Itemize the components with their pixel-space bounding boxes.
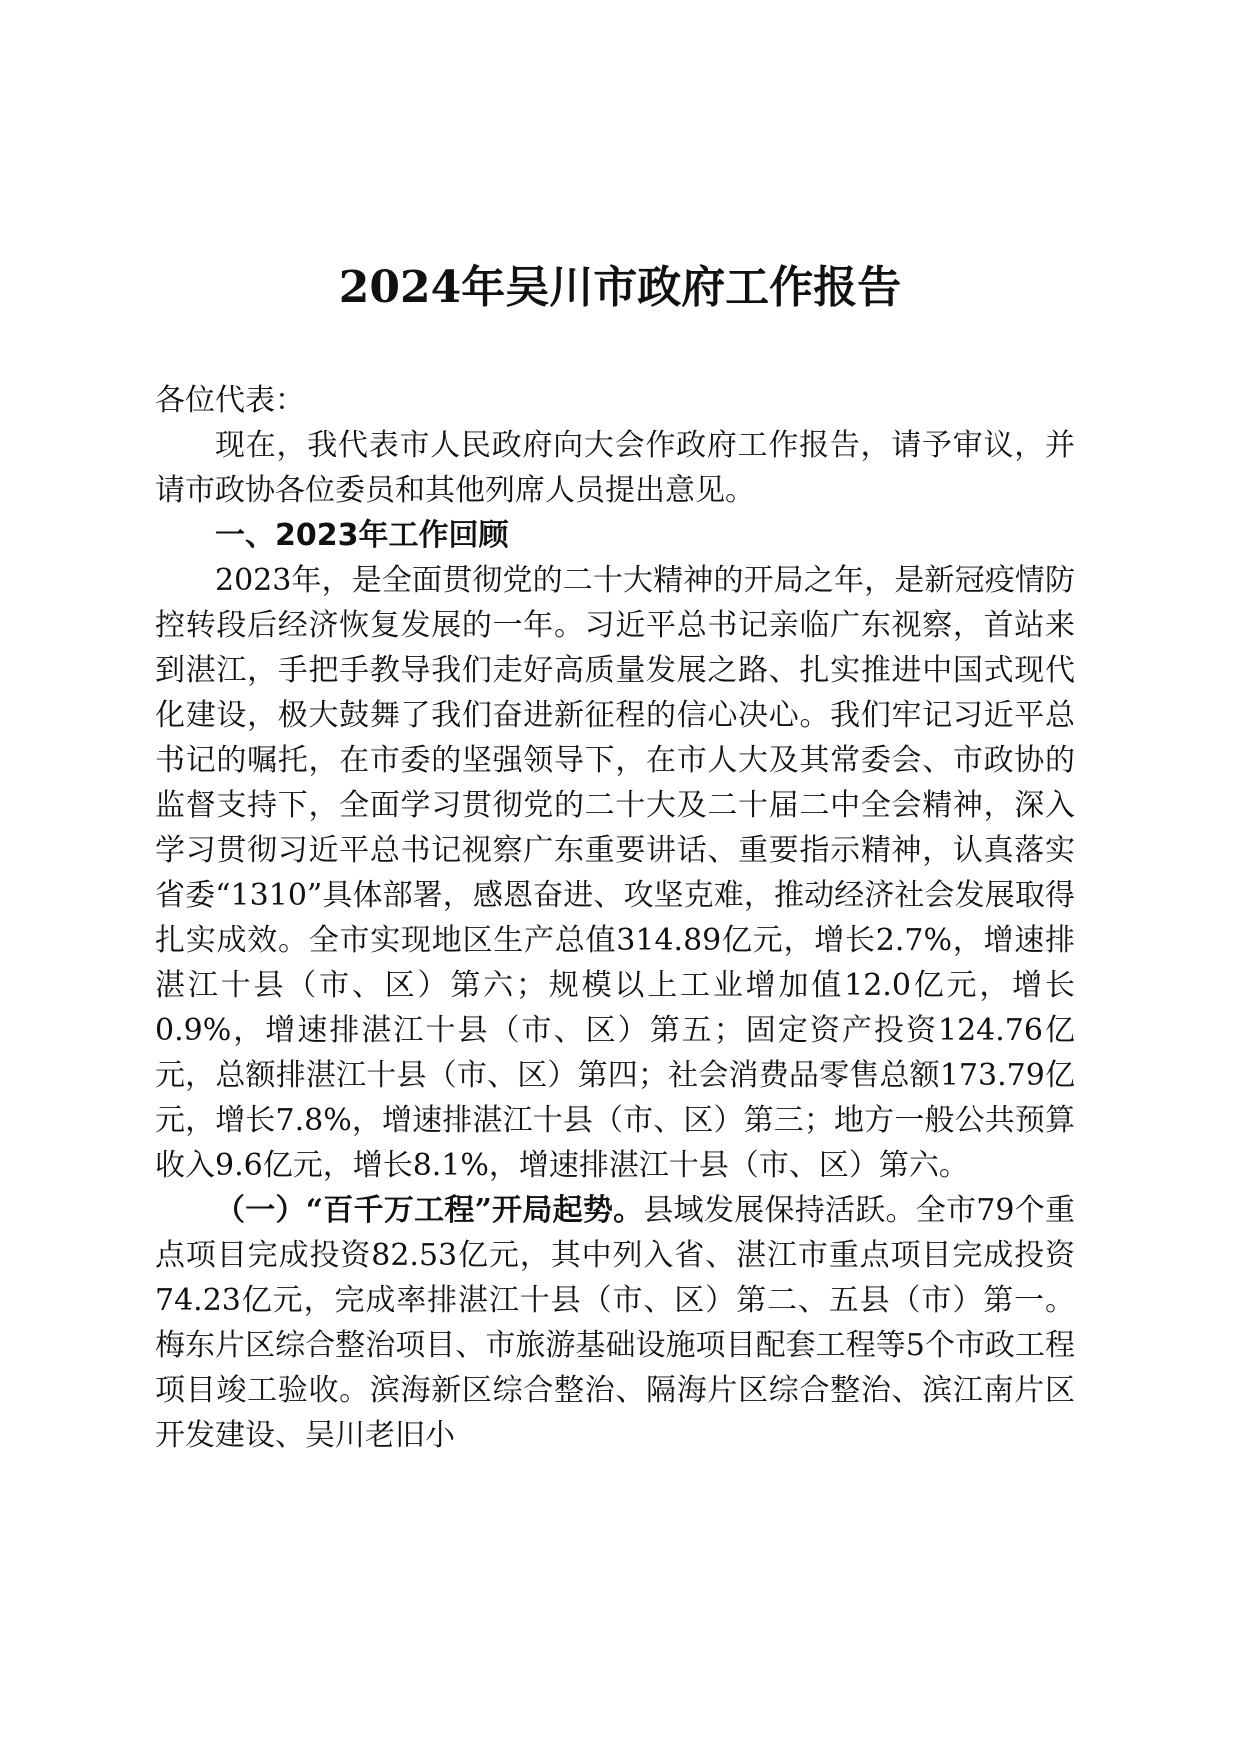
subsection-text: 县域发展保持活跃。全市79个重点项目完成投资82.53亿元，其中列入省、湛江市重点项目完成投资74.23亿元，完成率排湛江十县（市、区）第二、五县（市）第一。梅东片区综合整治项目、市旅游基础设施项目配套工程等5个市政工程项目竣工验收。滨海新区综合整治、隔海片区综合整治、滨江南片区开发建设、吴川老旧小	[155, 1193, 1075, 1453]
review-paragraph: 2023年，是全面贯彻党的二十大精神的开局之年，是新冠疫情防控转段后经济恢复发展的一年。习近平总书记亲临广东视察，首站来到湛江，手把手教导我们走好高质量发展之路、扎实推进中国式现代化建设，极大鼓舞了我们奋进新征程的信心决心。我们牢记习近平总书记的嘱托，在市委的坚强领导下，在市人大及其常委会、市政协的监督支持下，全面学习贯彻党的二十大及二十届二中全会精神，深入学习贯彻习近平总书记视察广东重要讲话、重要指示精神，认真落实省委“1310”具体部署，感恩奋进、攻坚克难，推动经济社会发展取得扎实成效。全市实现地区生产总值314.89亿元，增长2.7%，增速排湛江十县（市、区）第六；规模以上工业增加值12.0亿元，增长0.9%，增速排湛江十县（市、区）第五；固定资产投资124.76亿元，总额排湛江十县（市、区）第四；社会消费品零售总额173.79亿元，增长7.8%，增速排湛江十县（市、区）第三；地方一般公共预算收入9.6亿元，增长8.1%，增速排湛江十县（市、区）第六。	[155, 563, 1075, 1183]
section-heading: 一、2023年工作回顾	[215, 518, 509, 553]
subsection-heading: （一）“百千万工程”开局起势。	[215, 1193, 644, 1228]
document-title: 2024年吴川市政府工作报告	[338, 262, 902, 313]
salutation: 各位代表：	[155, 383, 305, 418]
subsection-paragraph	[155, 1188, 1075, 1458]
intro-paragraph: 现在，我代表市人民政府向大会作政府工作报告，请予审议，并请市政协各位委员和其他列席人员提出意见。	[155, 428, 1075, 508]
document-body	[155, 378, 1075, 1458]
